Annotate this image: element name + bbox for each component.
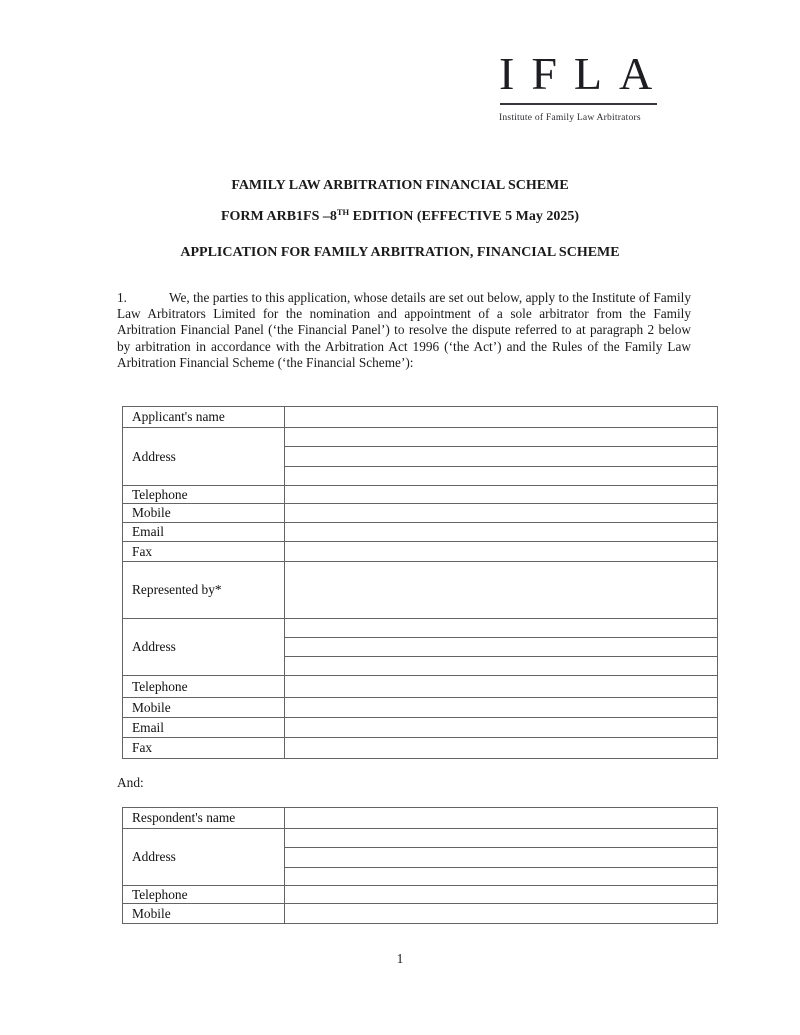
applicant-email-label: Email <box>123 523 285 542</box>
applicant-telephone-field[interactable] <box>285 486 718 504</box>
representative-email-label: Email <box>123 718 285 738</box>
applicant-details-table <box>122 406 718 759</box>
form-edition-suffix: EDITION (EFFECTIVE 5 May 2025) <box>349 209 580 224</box>
applicant-fax-field[interactable] <box>285 542 718 562</box>
respondent-name-label: Respondent's name <box>123 808 285 829</box>
ifla-logo <box>499 48 670 99</box>
respondent-address-label: Address <box>123 829 285 886</box>
ifla-logo-acronym: IFLA <box>499 48 670 99</box>
respondent-address-field-3[interactable] <box>285 868 718 886</box>
table-row <box>123 428 718 447</box>
page-number: 1 <box>396 951 404 966</box>
applicant-address-field-3[interactable] <box>285 467 718 486</box>
table-row <box>123 504 718 523</box>
applicant-fax-label: Fax <box>123 542 285 562</box>
applicant-name-label: Applicant's name <box>123 407 285 428</box>
applicant-address-field-2[interactable] <box>285 447 718 467</box>
scheme-title: FAMILY LAW ARBITRATION FINANCIAL SCHEME <box>231 178 569 193</box>
applicant-telephone-label: Telephone <box>123 486 285 504</box>
applicant-mobile-field[interactable] <box>285 504 718 523</box>
paragraph-1-number: 1. <box>117 290 127 305</box>
representative-fax-field[interactable] <box>285 738 718 759</box>
table-row <box>123 523 718 542</box>
represented-by-label: Represented by* <box>123 562 285 619</box>
table-row <box>123 829 718 848</box>
table-row <box>123 738 718 759</box>
applicant-mobile-label: Mobile <box>123 504 285 523</box>
and-label: And: <box>117 775 144 790</box>
form-edition-ordinal: TH <box>336 207 350 217</box>
application-title: APPLICATION FOR FAMILY ARBITRATION, FINANCIAL SCHEME <box>180 245 620 260</box>
representative-address-field-3[interactable] <box>285 657 718 676</box>
table-row <box>123 808 718 829</box>
applicant-name-field[interactable] <box>285 407 718 428</box>
applicant-address-field-1[interactable] <box>285 428 718 447</box>
form-edition-prefix: FORM ARB1FS –8 <box>220 209 337 224</box>
representative-telephone-field[interactable] <box>285 676 718 698</box>
table-row <box>123 698 718 718</box>
respondent-details-table <box>122 807 718 924</box>
paragraph-1-text: We, the parties to this application, whose details are set out below, apply to the Institute of Family Law Arbitrators Limited for the nomination and appointment of a sole arbitrator from the Family Arbitration Financial Panel (‘the Financial Panel’) to resolve the dispute referred to at paragraph 2 below by arbitration in accordance with the Arbitration Act 1996 (‘the Act’) and the Rules of the Family Law Arbitration Financial Scheme (‘the Financial Scheme’): <box>117 290 691 370</box>
table-row <box>123 718 718 738</box>
table-row <box>123 619 718 638</box>
respondent-mobile-field[interactable] <box>285 904 718 924</box>
respondent-telephone-field[interactable] <box>285 886 718 904</box>
respondent-name-field[interactable] <box>285 808 718 829</box>
ifla-logo-subtitle: Institute of Family Law Arbitrators <box>499 112 641 123</box>
represented-by-field[interactable] <box>285 562 718 619</box>
table-row <box>123 886 718 904</box>
representative-address-field-1[interactable] <box>285 619 718 638</box>
table-row <box>123 486 718 504</box>
respondent-telephone-label: Telephone <box>123 886 285 904</box>
representative-address-label: Address <box>123 619 285 676</box>
applicant-address-label: Address <box>123 428 285 486</box>
applicant-email-field[interactable] <box>285 523 718 542</box>
ifla-logo-rule <box>500 103 657 105</box>
representative-mobile-label: Mobile <box>123 698 285 718</box>
respondent-address-field-1[interactable] <box>285 829 718 848</box>
table-row <box>123 407 718 428</box>
representative-fax-label: Fax <box>123 738 285 759</box>
table-row <box>123 904 718 924</box>
respondent-mobile-label: Mobile <box>123 904 285 924</box>
table-row <box>123 676 718 698</box>
representative-telephone-label: Telephone <box>123 676 285 698</box>
representative-mobile-field[interactable] <box>285 698 718 718</box>
representative-address-field-2[interactable] <box>285 638 718 657</box>
table-row <box>123 562 718 619</box>
respondent-address-field-2[interactable] <box>285 848 718 868</box>
paragraph-1 <box>117 290 691 371</box>
table-row <box>123 542 718 562</box>
representative-email-field[interactable] <box>285 718 718 738</box>
form-edition-title <box>0 209 800 225</box>
